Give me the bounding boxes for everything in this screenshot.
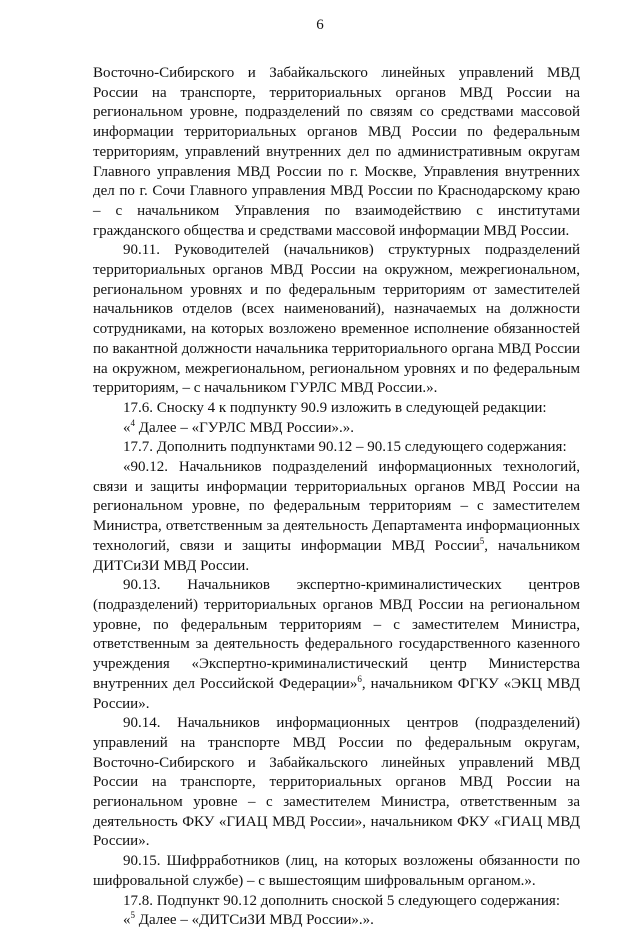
paragraph-17-6-text: 17.6. Сноску 4 к подпункту 90.9 изложить в следующей редакции: xyxy=(123,399,547,416)
footnote-4-definition xyxy=(93,419,580,439)
paragraph-17-7-text: 17.7. Дополнить подпунктами 90.12 – 90.15 следующего содержания: xyxy=(123,439,567,456)
footnote-5-definition xyxy=(93,911,580,931)
paragraph-1 xyxy=(93,64,580,241)
footnote-5-open-quote: « xyxy=(123,912,131,929)
paragraph-17-8-text: 17.8. Подпункт 90.12 дополнить сноской 5 следующего содержания: xyxy=(123,892,560,909)
paragraph-90-15 xyxy=(93,852,580,891)
paragraph-90-13-text: 90.13. Начальников экспертно-криминалистических центров (подразделений) территориальных органов МВД России на региональном уровне, по федеральным территориям – с заместителем Министра, ответственным за деятельность федерального государственного казенного учреждения «Экспертно-криминалистический центр Министерства внутренних дел Российской Федерации» xyxy=(93,577,580,692)
paragraph-90-12-text: «90.12. Начальников подразделений информационных технологий, связи и защиты информации территориальных органов МВД России на региональном уровне, по федеральным территориям – с заместителем Министра, ответственным за деятельность Департамента информационных технологий, связи и защиты информации МВД России xyxy=(93,459,580,554)
paragraph-90-13 xyxy=(93,576,580,714)
paragraph-90-14-text: 90.14. Начальников информационных центров (подразделений) управлений на транспорте МВД России по федеральным округам, Восточно-Сибирского и Забайкальского линейных управлений МВД России на транспорте, территориальных органов МВД России на региональном уровне – с заместителем Министра, ответственным за деятельность ФКУ «ГИАЦ МВД России», начальником ФКУ «ГИАЦ МВД России». xyxy=(93,715,580,850)
footnote-4-text: Далее – «ГУРЛС МВД России».». xyxy=(135,419,354,436)
footnote-6-reference: 6 xyxy=(357,673,362,684)
paragraph-17-8 xyxy=(93,892,580,912)
footnote-5-text: Далее – «ДИТСиЗИ МВД России».». xyxy=(135,912,374,929)
paragraph-90-12-tail: , начальником ДИТСиЗИ МВД России. xyxy=(93,537,580,574)
paragraph-90-12 xyxy=(93,458,580,576)
paragraph-90-14 xyxy=(93,714,580,852)
paragraph-17-7 xyxy=(93,438,580,458)
paragraph-90-15-text: 90.15. Шифрработников (лиц, на которых возложены обязанности по шифровальной службе) – с вышестоящим шифровальным органом.». xyxy=(93,853,580,889)
paragraph-90-11-text: 90.11. Руководителей (начальников) структурных подразделений территориальных органов МВД России на окружном, межрегиональном, региональном уровнях и по федеральным территориям от заместителей начальников отделов (всех наименований), назначаемых на должности сотрудниками, на которых возложено временное исполнение обязанностей по вакантной должности начальника территориального органа МВД России на окружном, межрегиональном, региональном уровнях и по федеральным территориям, – с начальником ГУРЛС МВД России.». xyxy=(93,242,580,397)
paragraph-1-text: Восточно-Сибирского и Забайкальского линейных управлений МВД России на транспорте, территориальных органов МВД России на региональном уровне, подразделений по связям со средствами массовой информации территориальных органов МВД России по федеральным территориям, управлений внутренних дел по административным округам Главного управления МВД России по г. Москве, Управления внутренних дел по г. Сочи Главного управления МВД России по Краснодарскому краю – с начальником Управления по взаимодействию с институтами гражданского общества и средствами массовой информации МВД России. xyxy=(93,65,580,239)
paragraph-90-13-tail: , начальником ФГКУ «ЭКЦ МВД России». xyxy=(93,675,580,712)
footnote-4-marker: 4 xyxy=(130,417,135,428)
footnote-5-marker: 5 xyxy=(130,910,135,921)
document-body xyxy=(93,64,580,931)
paragraph-17-6 xyxy=(93,399,580,419)
paragraph-90-11 xyxy=(93,241,580,399)
footnote-4-open-quote: « xyxy=(123,419,131,436)
footnote-5-reference: 5 xyxy=(479,535,485,546)
page-number: 6 xyxy=(316,17,324,33)
